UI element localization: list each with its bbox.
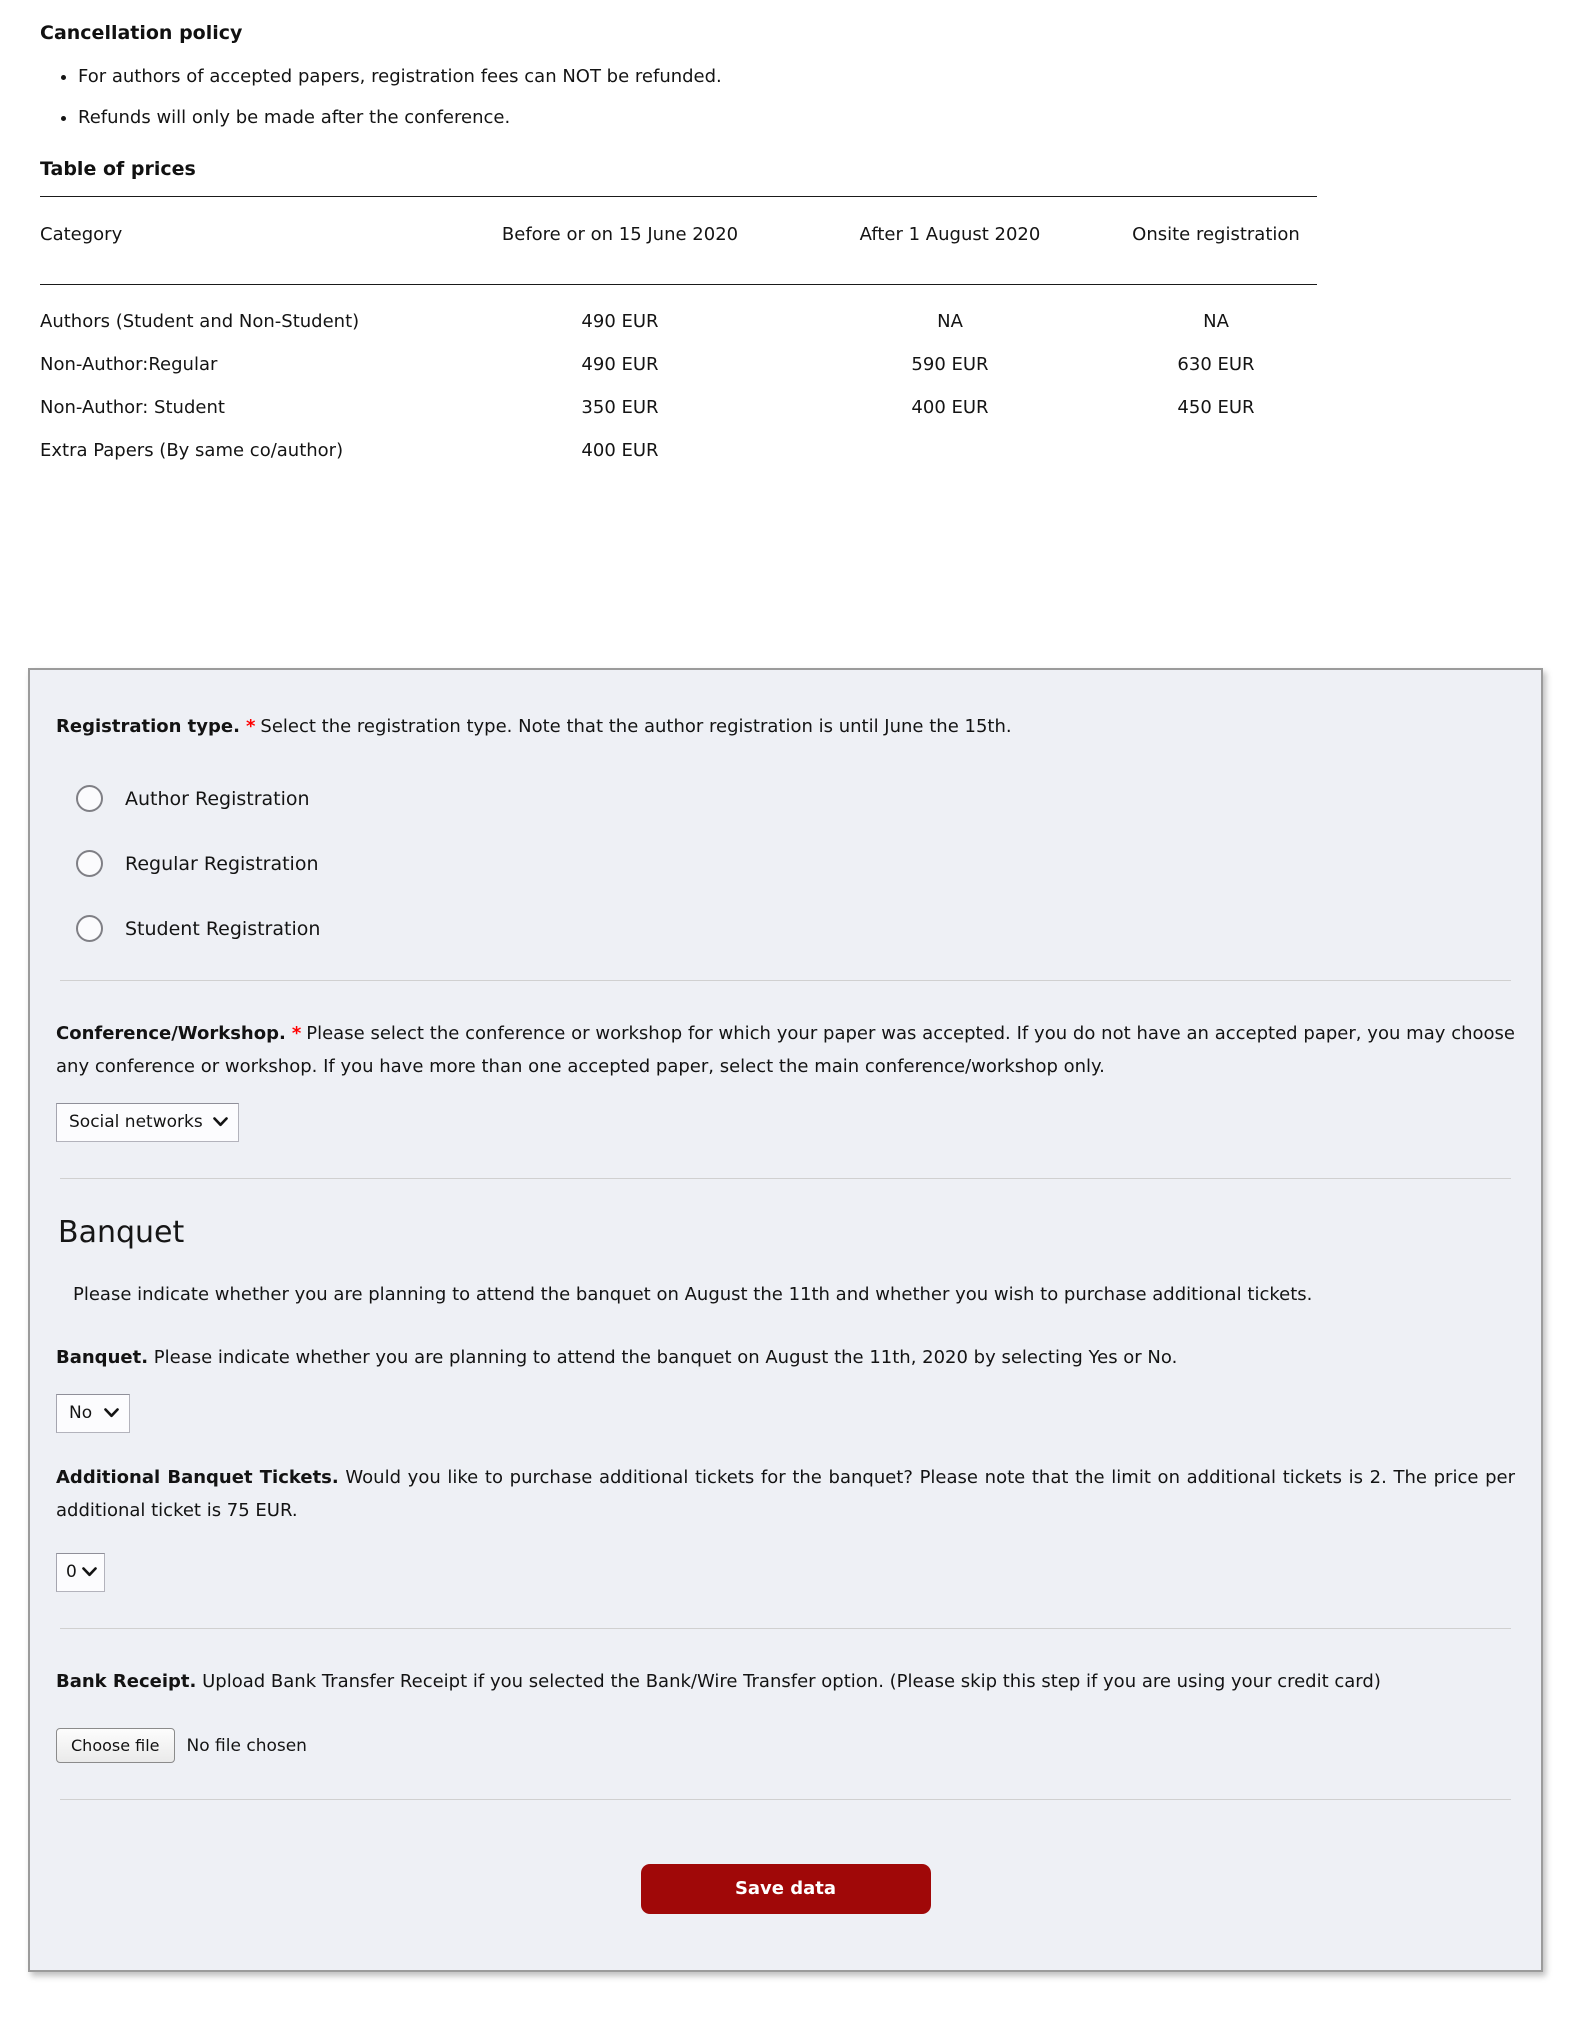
price-cell: 490 EUR [581,311,659,332]
price-cell: NA [937,311,963,332]
conference-field-label [56,1017,1515,1083]
price-cell [785,429,1115,472]
price-row [40,429,1317,472]
chevron-down-icon [104,1403,119,1423]
registration-type-options [76,785,1515,942]
radio-button-icon[interactable] [76,785,103,812]
required-asterisk: * [291,1023,302,1044]
banquet-section-note: Please indicate whether you are planning to attend the banquet on August the 11th and whether you wish to purchase additional tickets. [73,1284,1313,1305]
section-divider [60,1178,1511,1179]
price-cell [1115,429,1317,472]
conference-label: Conference/Workshop. [56,1023,286,1044]
policy-bullet: • For authors of accepted papers, registration fees can NOT be refunded. [78,66,1536,87]
section-divider [60,1799,1511,1800]
save-data-button[interactable]: Save data [641,1864,931,1914]
additional-tickets-label: Additional Banquet Tickets. [56,1467,339,1488]
price-cell: Extra Papers (By same co/author) [40,440,344,461]
file-chosen-status: No file chosen [186,1735,307,1756]
radio-button-icon[interactable] [76,850,103,877]
additional-tickets-description: Would you like to purchase additional tickets for the banquet? Please note that the limit on additional tickets is 2. The price per additional ticket is 75 EUR. [56,1467,1515,1521]
choose-file-button[interactable]: Choose file [56,1728,175,1763]
prices-header-row [40,197,1317,285]
radio-option-label[interactable]: Student Registration [125,917,321,940]
banquet-field-label [56,1341,1515,1374]
price-row [40,285,1317,344]
bank-receipt-field-label [56,1665,1515,1698]
price-cell: Non-Author: Student [40,397,225,418]
save-button-row [56,1864,1515,1914]
conference-select-value: Social networks [69,1112,203,1132]
radio-option-student-registration[interactable] [76,915,1515,942]
section-divider [60,980,1511,981]
bank-receipt-file-input [56,1728,1515,1763]
banquet-label: Banquet. [56,1347,149,1368]
prices-table [40,196,1317,472]
policy-bullet: • Refunds will only be made after the conference. [78,107,1536,128]
banquet-description: Please indicate whether you are planning to attend the banquet on August the 11th, 2020 by selecting Yes or No. [153,1347,1178,1368]
chevron-down-icon [82,1562,97,1582]
price-cell: 400 EUR [911,397,989,418]
banquet-select[interactable] [56,1394,130,1433]
price-cell: Authors (Student and Non-Student) [40,311,360,332]
radio-option-author-registration[interactable] [76,785,1515,812]
price-cell: 450 EUR [1177,397,1255,418]
cancellation-policy-title: Cancellation policy [40,22,243,44]
price-cell: 400 EUR [581,440,659,461]
price-cell: 630 EUR [1177,354,1255,375]
price-row [40,343,1317,386]
radio-button-icon[interactable] [76,915,103,942]
additional-tickets-select[interactable] [56,1553,105,1592]
additional-tickets-select-value: 0 [66,1562,77,1582]
radio-option-label[interactable]: Regular Registration [125,852,319,875]
section-divider [60,1628,1511,1629]
table-of-prices-title: Table of prices [40,158,196,180]
additional-tickets-field-label [56,1461,1515,1527]
price-column-header: Before or on 15 June 2020 [455,197,785,285]
registration-form [28,668,1543,1972]
chevron-down-icon [213,1112,228,1132]
price-column-header: After 1 August 2020 [785,197,1115,285]
price-cell: 350 EUR [581,397,659,418]
registration-type-field-label [56,710,1515,743]
price-cell: NA [1203,311,1229,332]
price-row [40,386,1317,429]
price-column-header: Category [40,197,455,285]
price-cell: 590 EUR [911,354,989,375]
bank-receipt-description: Upload Bank Transfer Receipt if you selected the Bank/Wire Transfer option. (Please skip this step if you are using your credit card) [202,1671,1381,1692]
registration-type-label: Registration type. [56,716,240,737]
conference-select[interactable] [56,1103,239,1142]
bank-receipt-label: Bank Receipt. [56,1671,197,1692]
banquet-section-heading: Banquet [58,1215,185,1250]
price-cell: Non-Author:Regular [40,354,218,375]
radio-option-regular-registration[interactable] [76,850,1515,877]
price-cell: 490 EUR [581,354,659,375]
banquet-select-value: No [69,1403,93,1423]
cancellation-policy-list [40,66,1536,128]
price-column-header: Onsite registration [1115,197,1317,285]
radio-option-label[interactable]: Author Registration [125,787,310,810]
registration-type-description: Select the registration type. Note that the author registration is until June the 15th. [260,716,1012,737]
conference-description: Please select the conference or workshop for which your paper was accepted. If you do not have an accepted paper, you may choose any conference or workshop. If you have more than one accepted paper, select the main conference/workshop only. [56,1023,1515,1077]
cancellation-policy-section [0,0,1576,472]
required-asterisk: * [245,716,256,737]
